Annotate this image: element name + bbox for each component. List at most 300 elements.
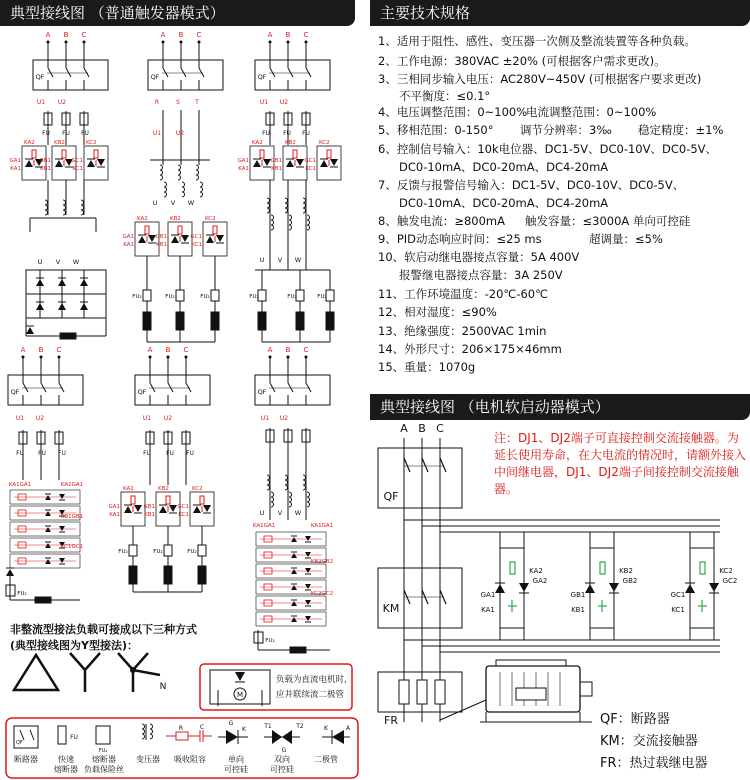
phase-label: B [285,346,291,354]
scr-label: KA2 [252,140,263,146]
motor-k2-label: KB2 [619,567,633,575]
coil [196,165,199,170]
fu2-label: FU₂ [153,549,163,555]
n-label: N [159,682,167,692]
box [58,726,66,744]
scr-label: GB1 [143,504,155,510]
diode-symbol [235,672,245,681]
coil [303,480,306,485]
box [580,682,592,696]
coil [142,734,145,739]
fu-label: FU [58,450,66,457]
scr-label: KA1 [238,166,249,172]
diode-symbol [206,236,214,243]
diode-symbol [585,584,595,593]
diode-symbol [59,526,65,531]
uvw-label: U [152,199,158,207]
motor-scr-module [571,532,638,640]
wire [306,68,311,77]
coil [307,215,310,220]
coil [285,208,288,213]
k-sym: K [242,726,246,733]
scr-label: KB1 [156,242,167,248]
coil [200,187,203,192]
scr-label: GC1 [190,234,202,240]
coil [196,170,199,175]
coil [303,208,306,213]
box [327,150,331,158]
wire [404,458,410,472]
wire [168,383,173,392]
diode-symbol [25,160,33,167]
scr-label: KA2 [137,216,148,222]
coil [182,192,185,197]
coil [267,208,270,213]
coil [45,210,48,215]
fu-label: FU [81,130,89,137]
legend-label-fuse: 熔断器 [54,765,78,774]
diode-symbol [253,160,261,167]
coil [267,475,270,480]
scr-label: KB2 [170,216,181,222]
circuit-4 [6,346,83,603]
diode-symbol [305,616,311,621]
uvw-label: W [294,509,302,517]
box [131,496,135,504]
scr-label: GB1 [270,158,282,164]
fu-label: FU [16,450,24,457]
qf-sym: QF [16,740,23,746]
diode-symbol [291,601,297,606]
motor-k2-label: KC2 [719,567,733,575]
fu-label: FU [283,130,291,137]
diode-symbol [286,160,294,167]
box [435,680,445,704]
diode-symbol [97,159,105,166]
box [129,545,137,556]
coil [271,215,274,220]
box [176,290,184,301]
spec-text: 2、工作电源：380VAC ±20% (可根据客户需求更改)。 [378,54,666,68]
diode-symbol [291,569,297,574]
u2-label: U2 [57,99,67,106]
coil [178,165,181,170]
wire [48,68,53,77]
coil [285,480,288,485]
fu2-label: FU₂ [200,294,210,300]
non-rectifier-line1: 非整流型接法负载可接成以下三种方式 [10,623,197,636]
box [176,312,184,330]
uvw-label: V [277,509,283,517]
symbol-legend [6,718,358,778]
legend-label-fuse2: 熔断器 [92,755,116,764]
scr-label: KC2 [205,216,216,222]
motor-m-label: M [236,691,244,699]
t2-sym: T2 [296,723,304,730]
phase-label: C [56,346,62,354]
coil [150,729,153,734]
c-sym: C [199,724,205,731]
scr-label: KA1 [10,166,21,172]
spec-text: 6、控制信号输入：10k电位器、DC1-5V、DC0-10V、DC0-5V、 [378,142,718,156]
box [198,545,206,556]
wire [163,68,168,77]
scr-label: KC1 [178,512,189,518]
diode-symbol [193,506,201,513]
coil [271,492,274,497]
coil [303,198,306,203]
circuit-1 [9,31,108,339]
spec-text-b: 调节分辨率：3‰ [520,123,612,137]
a-sym: A [345,725,351,732]
legend-qf: QF：断路器 [600,712,670,727]
diode-symbol [55,160,63,167]
fu-label: FU [166,450,174,457]
wire [66,68,71,77]
coil [63,205,66,210]
u1-label: U1 [259,99,269,106]
box [600,562,605,574]
coil [289,225,292,230]
t-label: T [195,99,199,106]
box [290,647,306,653]
scr-sym-body [226,730,238,744]
coil [63,210,66,215]
u1-label: U1 [15,415,25,422]
diode-symbol [296,159,304,166]
diode-symbol [45,543,51,548]
box [178,226,182,234]
spec-text: 14、外形尺寸：206×175×46mm [378,342,562,356]
s-label: S [176,99,180,106]
spec-text: 13、绝缘强度：2500VAC 1min [378,324,547,338]
coil [142,724,145,729]
box [198,566,206,584]
diode-symbol [609,583,619,592]
y-shape [70,653,100,692]
fu2-label: FU₂ [17,591,27,597]
spec-text: 8、触发电流：≥800mA [378,214,505,228]
scr-label: GC1 [177,504,189,510]
box [260,150,264,158]
load-shapes [14,653,353,710]
coil [178,170,181,175]
dc-note-2: 应并联续流二极管 [276,690,345,700]
u1-label: U1 [152,130,162,137]
coil [303,475,306,480]
wire [150,383,155,392]
fu-label: FU [302,130,310,137]
box [166,496,170,504]
spec-text-b: 电流调整范围：0~100% [526,105,657,119]
qf-label: QF [35,73,45,81]
k2-sym: K [324,725,328,732]
fu2-label: FU₂ [317,294,327,300]
coil [160,175,163,180]
scr-label: KC2 [86,140,97,146]
diode-symbol [291,553,297,558]
uvw-label: W [187,199,195,207]
diode-symbol [124,506,132,513]
coil [307,225,310,230]
wire [30,730,34,740]
coil [289,492,292,497]
scr-label: GB1 [155,234,167,240]
box [296,290,304,301]
legend-label-breaker: 断路器 [14,755,38,764]
scr-label: KA2 [123,486,134,492]
fu2-label: FU₂ [187,549,197,555]
motor-g-label: GB1 [570,591,586,599]
uvw-label: U [37,258,43,266]
scr-label: GA1 [9,158,21,164]
scr-label: KB1 [144,512,155,518]
box [700,562,705,574]
spec-text: 12、相对湿度：≤90% [378,305,497,319]
wire [84,68,89,77]
phase-label: A [45,31,51,39]
box [200,664,352,710]
coil [160,170,163,175]
spec-text: 5、移相范围：0-150° [378,123,494,137]
spec-text: 1、适用于阻性、感性、变压器一次侧及整流装置等各种负载。 [378,34,696,48]
motor-fr-label: FR [384,714,398,727]
uvw-label: W [294,256,302,264]
diode-symbol [6,569,14,576]
u1-label: U1 [36,99,46,106]
legend-label-scr: 单向 [228,755,244,764]
scr-label: GA1 [237,158,249,164]
fu2-sym: FU₂ [98,748,108,754]
scr-label: KB2GB2 [310,559,334,565]
dc-note-1: 负载为直流电机时， [276,675,353,685]
header-specs: 主要技术规格 [370,0,750,26]
phase-label: B [63,31,69,39]
box [258,290,266,301]
diode-symbol [291,617,297,622]
coil [271,225,274,230]
coil [45,200,48,205]
phase-label: C [196,31,202,39]
wire [41,383,46,392]
circuit-5 [108,346,214,592]
uvw-label: W [72,258,80,266]
diode-symbol [203,505,211,512]
diode-symbol [171,236,179,243]
coil [285,475,288,480]
spec-text: DC0-10mA、DC0-20mA、DC4-20mA [399,160,609,174]
box [296,312,304,330]
coil [45,205,48,210]
phase-label: B [178,31,184,39]
legend-label-transformer: 变压器 [136,755,160,764]
legend-km: KM：交流接触器 [600,734,698,749]
phase-label: C [303,346,309,354]
coil [289,497,292,502]
scr-label: KB2 [54,140,65,146]
wire [440,700,486,720]
diode-symbol [305,536,311,541]
uvw-label: V [55,258,61,266]
spec-text: DC0-10mA、DC0-20mA、DC4-20mA [399,196,609,210]
motor-g-label: GA1 [480,591,496,599]
wire [270,68,275,77]
legend-label-fuse: 快速 [58,755,74,764]
delta-shape [14,655,58,690]
diode-symbol [45,511,51,516]
scr-label: KC1GC1 [60,544,84,550]
coil [285,485,288,490]
diode-symbol [685,584,695,593]
phase-label: A [147,346,153,354]
coil [164,187,167,192]
motor-k1-label: KC1 [671,606,685,614]
scr-label: KB2 [285,140,296,146]
coil [289,215,292,220]
coil [271,220,274,225]
box [96,726,110,744]
box [258,312,266,330]
wire [440,458,446,472]
spec-text-b: 触发容量：≤3000A 单向可控硅 [525,214,691,228]
coil [81,200,84,205]
scr-label: KA2 [24,140,35,146]
qf-label: QF [137,388,147,396]
coil [303,203,306,208]
coil [150,724,153,729]
box [62,150,66,158]
phase-label: C [183,346,189,354]
box [516,688,546,700]
phase-label: A [267,346,273,354]
coil [267,203,270,208]
fu2-label: FU₂ [165,294,175,300]
fu-sym: FU [70,734,78,741]
motor-phase-label: C [436,422,444,435]
fu-label: FU [38,450,46,457]
uvw-label: V [170,199,176,207]
scr-label: KA1GA1 [252,523,276,529]
wire [20,730,24,740]
diode-symbol [216,235,224,242]
legend-label-diode: 二极管 [314,755,338,764]
spec-text: 9、PID动态响应时间：≤25 ms [378,232,542,246]
coil [150,734,153,739]
fu-label: FU [186,450,194,457]
legend-label-rc: 吸收阻容 [174,755,206,764]
phase-label: A [160,31,166,39]
diode-symbol [45,559,51,564]
motor-qf-label: QF [383,490,399,503]
diode-symbol [45,527,51,532]
diode-symbol [59,494,65,499]
coil [303,485,306,490]
scr-label: KC2GC2 [310,591,334,597]
coil [63,200,66,205]
motor-phase-label: B [418,422,426,435]
motor-g-label: GC1 [670,591,686,599]
box [293,150,297,158]
coil [271,497,274,502]
scr-label: KB1 [271,166,282,172]
g2-sym: G [281,747,287,754]
fu2-label: FU₂ [287,294,297,300]
scr-label: GB1 [39,158,51,164]
box [211,290,219,301]
box [164,566,172,584]
scr-label: KC2 [192,486,203,492]
phase-label: A [20,346,26,354]
diode-symbol [330,159,338,166]
motor-phase-label: A [400,422,408,435]
spec-text: 3、三相同步输入电压：AC280V~450V (可根据客户要求更改) [378,72,702,86]
legend-label-scr: 可控硅 [224,765,248,774]
legend-label-triac: 双向 [274,755,290,764]
header-typical-wiring: 典型接线图 （普通触发器模式） [0,0,355,26]
diode-symbol [181,235,189,242]
scr-label: KC1 [72,166,83,172]
u2-label: U2 [279,99,289,106]
legend-fr: FR：热过载继电器 [600,756,708,771]
wire [199,68,204,77]
box [211,312,219,330]
motor-k1-label: KB1 [571,606,585,614]
wire [288,68,293,77]
motor-km-label: KM [382,602,400,615]
coil [200,192,203,197]
coil [81,205,84,210]
box [60,333,76,339]
qf-label: QF [257,388,267,396]
box [496,660,566,666]
u1-label: U1 [142,415,152,422]
motor-k2-label: KA2 [529,567,543,575]
diode-symbol [26,327,34,334]
qf-label: QF [10,388,20,396]
spec-text: 7、反馈与报警信号输入：DC1-5V、DC0-10V、DC0-5V、 [378,178,685,192]
scr-label: KC1 [191,242,202,248]
diode-symbol [159,506,167,513]
spec-text: 15、重量：1070g [378,360,476,374]
fu-label: FU [62,130,70,137]
box [326,290,334,301]
box [326,312,334,330]
legend-label-triac: 可控硅 [270,765,294,774]
spec-text: 不平衡度：≤0.1° [399,89,491,103]
coil [267,198,270,203]
phase-label: B [285,31,291,39]
diode-symbol [305,568,311,573]
coil [164,192,167,197]
coil [285,203,288,208]
phase-label: C [81,31,87,39]
scr-label: KA1GA1 [60,482,84,488]
box [94,150,98,158]
scr-label: KB1GB1 [60,514,84,520]
wire [270,383,275,392]
spec-text: 4、电压调整范围：0~100% [378,105,528,119]
phase-label: B [38,346,44,354]
scr-label: KA1GA1 [8,482,32,488]
box [32,150,36,158]
coil [307,492,310,497]
box [164,545,172,556]
coil [307,497,310,502]
motor-k1-label: KA1 [481,606,495,614]
diode-symbol [138,236,146,243]
header-motor-wiring: 典型接线图 （电机软启动器模式） [370,394,750,420]
scr-label: GA1 [108,504,120,510]
